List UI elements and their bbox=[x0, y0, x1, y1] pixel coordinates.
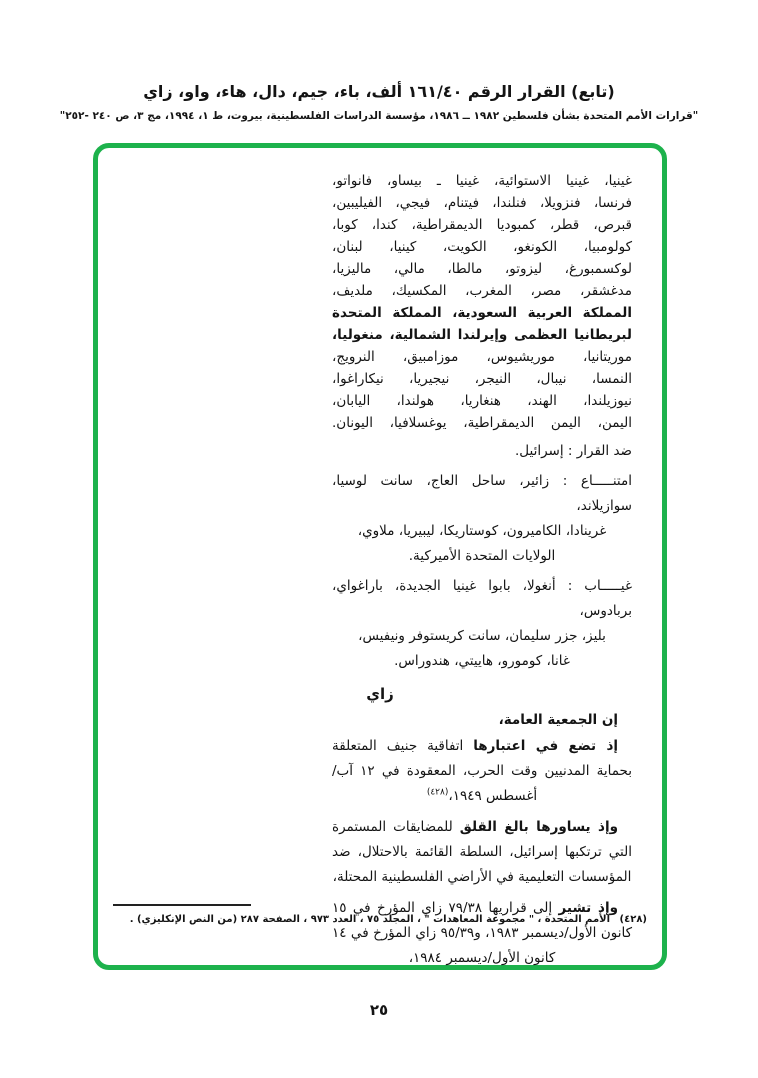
against-value: إسرائيل. bbox=[515, 443, 564, 459]
abstentions-continuation-line: غرينادا، الكاميرون، كوستاريكا، ليبيريا، ملاوي، bbox=[357, 523, 607, 539]
paragraph-text: إلى قراريها ٧٩/٣٨ زاي المؤرخ في ١٥ كانون الأول/ديسمبر ١٩٨٣، و٩٥/٣٩ زاي المؤرخ في ١٤ كانون الأول/ديسمبر ١٩٨٤، bbox=[332, 900, 633, 966]
abstentions-continuation-line: الولايات المتحدة الأميركية. bbox=[408, 548, 556, 564]
absent-section bbox=[332, 574, 632, 674]
country-list-line: لبريطانيا العظمى وإيرلندا الشمالية، منغوليا، bbox=[332, 327, 632, 343]
abstentions-section bbox=[332, 469, 632, 569]
section-zay-heading: زاي bbox=[366, 685, 394, 703]
vote-column bbox=[332, 170, 632, 674]
absent-continuation-line: غانا، كومورو، هاييتي، هندوراس. bbox=[394, 653, 570, 669]
resolution-text-column bbox=[332, 712, 632, 971]
footnote-text: الأمم المتحدة ، " مجموعة المعاهدات " ، المجلد ٧٥ ، العدد ٩٧٣ ، الصفحة ٢٨٧ (من النص الإنكليزي) . bbox=[129, 914, 611, 925]
country-list-line: لوكسمبورغ، ليزوتو، مالطا، مالي، ماليزيا، bbox=[332, 261, 632, 277]
footnote-text-line bbox=[113, 914, 647, 925]
abstentions-countries: زائير، ساحل العاج، سانت لوسيا، سوازيلاند، bbox=[332, 473, 632, 514]
country-list-line: غينيا، غينيا الاستوائية، غينيا ـ بيساو، فانواتو، bbox=[332, 173, 632, 189]
absent-first-line bbox=[332, 574, 632, 624]
paragraph-lead: إذ تضع في اعتبارها bbox=[473, 738, 618, 754]
country-list-line: المملكة العربية السعودية، المملكة المتحدة bbox=[332, 305, 632, 321]
paragraph-lead: وإذ تشير bbox=[558, 900, 618, 916]
country-list-line: نيوزيلندا، الهند، هنغاريا، هولندا، اليابان، bbox=[332, 393, 632, 409]
paragraph-lead: وإذ يساورها بالغ القلق bbox=[459, 819, 619, 835]
absent-label: غيـــــاب : bbox=[567, 578, 633, 594]
footnote-marker: (٤٢٨) bbox=[619, 914, 647, 925]
against-section bbox=[332, 439, 632, 464]
resolution-title: (تابع) القرار الرقم ١٦١/٤٠ ألف، باء، جيم، دال، هاء، واو، زاي bbox=[143, 82, 615, 101]
country-list-line: اليمن، اليمن الديمقراطية، يوغسلافيا، اليونان. bbox=[332, 415, 632, 431]
country-list-line: موريتانيا، موريشيوس، موزامبيق، النرويج، bbox=[332, 349, 632, 365]
document-header bbox=[0, 82, 758, 122]
footnote-reference: (٤٢٨) bbox=[426, 787, 449, 798]
against-label: ضد القرار : bbox=[567, 443, 632, 459]
preambular-paragraph bbox=[332, 815, 632, 890]
absent-countries: أنغولا، بابوا غينيا الجديدة، باراغواي، بربادوس، bbox=[332, 578, 632, 619]
abstentions-label: امتنـــــاع : bbox=[562, 473, 632, 489]
source-citation: "قرارات الأمم المتحدة بشأن فلسطين ١٩٨٢ ــ ١٩٨٦، مؤسسة الدراسات الفلسطينية، بيروت، ط ١، ١٩٩٤، مج ٣، ص ٢٤٠ -٢٥٢" bbox=[59, 110, 699, 122]
country-list-line: النمسا، نيبال، النيجر، نيجيريا، نيكاراغوا، bbox=[332, 371, 632, 387]
country-list-line: كولومبيا، الكونغو، الكويت، كينيا، لبنان، bbox=[332, 239, 632, 255]
footnote-block bbox=[113, 904, 647, 925]
paragraph-text: للمضايقات المستمرة التي ترتكبها إسرائيل، السلطة القائمة بالاحتلال، ضد المؤسسات التعليمية في الأراضي الفلسطينية المحتلة، bbox=[332, 819, 632, 885]
country-list-line: فرنسا، فنزويلا، فنلندا، فيتنام، فيجي، الفيليبين، bbox=[332, 195, 632, 211]
absent-continuation-line: بليز، جزر سليمان، سانت كريستوفر ونيفيس، bbox=[358, 628, 606, 644]
general-assembly-opening: إن الجمعية العامة، bbox=[498, 712, 618, 728]
abstentions-first-line bbox=[332, 469, 632, 519]
footnote-separator-rule bbox=[113, 904, 251, 906]
page-number: ٢٥ bbox=[369, 1001, 389, 1019]
green-frame-box bbox=[93, 143, 667, 970]
box-content bbox=[98, 148, 662, 965]
country-list-line: قبرص، قطر، كمبوديا الديمقراطية، كندا، كوبا، bbox=[332, 217, 632, 233]
against-line bbox=[332, 439, 632, 464]
paragraph-text: اتفاقية جنيف المتعلقة بحماية المدنيين وقت الحرب، المعقودة في ١٢ آب/أغسطس ١٩٤٩، bbox=[332, 738, 632, 804]
in-favor-country-list bbox=[332, 170, 632, 434]
country-list-line: مدغشقر، مصر، المغرب، المكسيك، ملديف، bbox=[332, 283, 632, 299]
footnote-separator-wrap bbox=[113, 904, 647, 914]
preambular-paragraph bbox=[332, 734, 632, 809]
